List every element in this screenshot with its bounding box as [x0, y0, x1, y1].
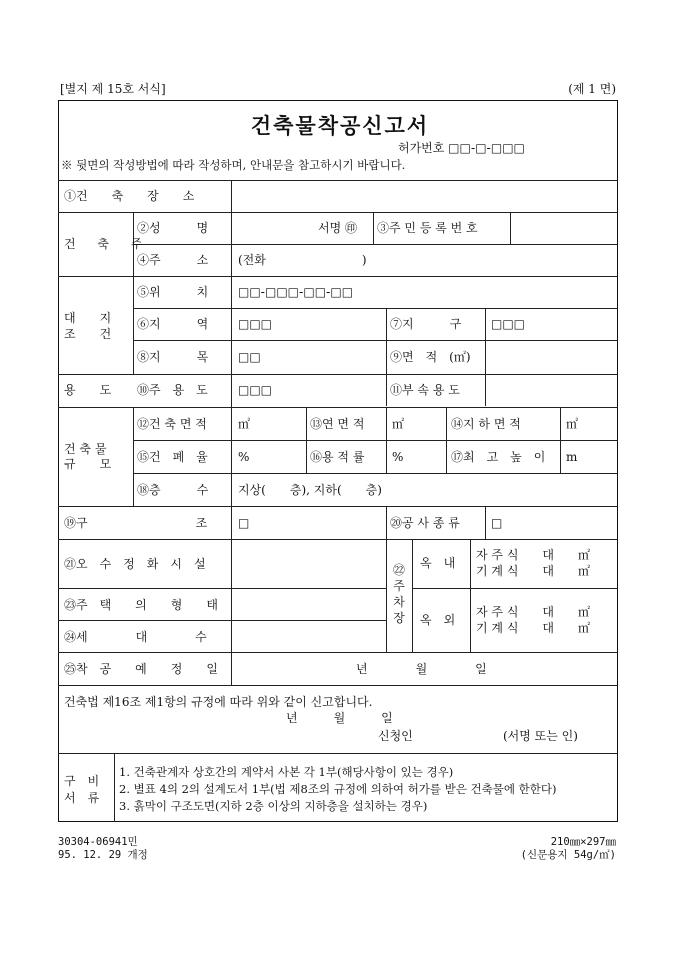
rule [133, 440, 618, 441]
start-date-label: ㉕착 공 예 정 일 [64, 662, 218, 676]
height-unit: m [566, 450, 578, 464]
work-type-label: ⑳공 사 종 류 [390, 516, 460, 530]
declaration-text: 건축법 제16조 제1항의 규정에 따라 위와 같이 신고합니다. [64, 695, 373, 709]
rule [386, 506, 387, 652]
area-label: ⑨면 적 (㎡) [390, 350, 471, 364]
parking-label: ㉒ 주 차 장 [392, 563, 405, 625]
zone-label: ⑥지 역 [137, 317, 209, 331]
main-use-label: ⑩주 용 도 [137, 383, 208, 397]
location-label: ⑤위 치 [137, 285, 209, 299]
documents-label-1: 구 비 [64, 774, 100, 788]
address-label: ④주 소 [137, 253, 209, 267]
indoor-mech-type: 기 계 식 대 ㎡ [476, 564, 590, 578]
address-value: (전화 ) [238, 253, 367, 267]
documents-label-2: 서 류 [64, 791, 100, 805]
district-label: ⑦지 구 [390, 317, 462, 331]
far-unit: % [392, 450, 404, 464]
floor-area-label: ⑬연 면 적 [310, 417, 365, 431]
outdoor-self-type: 자 주 식 대 ㎡ [476, 605, 590, 619]
land-group-label-2: 조 건 [64, 327, 112, 341]
indoor-self-type: 자 주 식 대 ㎡ [476, 548, 590, 562]
rule [446, 407, 447, 473]
scale-group-label-1: 건 축 물 [64, 442, 107, 456]
footer-paper: (신문용지 54g/㎡) [520, 849, 616, 861]
far-label: ⑯용 적 률 [310, 450, 365, 464]
rule [58, 407, 618, 408]
outdoor-mech-type: 기 계 식 대 ㎡ [476, 621, 590, 635]
footer-size: 210㎜×297㎜ [550, 836, 616, 848]
rule [133, 473, 618, 474]
rule [373, 212, 374, 244]
district-value: □□□ [491, 317, 526, 331]
rule [58, 539, 618, 540]
rule [485, 308, 486, 406]
housing-label: ㉓주 택 의 형 태 [64, 598, 218, 612]
rule [412, 539, 413, 652]
rule [510, 212, 511, 244]
sign-mark: 서명 ㊞ [318, 221, 357, 235]
document-item: 2. 별표 4의 2의 설계도서 1부(법 제8조의 규정에 의하여 허가를 받은 건축물에 한한다) [119, 782, 557, 796]
rule [114, 753, 115, 822]
basement-area-label: ⑭지 하 면 적 [451, 417, 521, 431]
rule [133, 340, 618, 341]
main-use-value: □□□ [238, 383, 273, 397]
footer-code: 30304-06941민 [58, 836, 138, 848]
structure-label: ⑲구 조 [64, 516, 208, 530]
rule [58, 212, 618, 213]
location-value: □□-□□□-□□-□□ [238, 285, 354, 299]
document-item: 1. 건축관계자 상호간의 계약서 사본 각 1부(해당사항이 있는 경우) [119, 765, 454, 779]
start-date-value: 년 월 일 [356, 662, 487, 676]
scale-group-label-2: 규 모 [64, 457, 112, 471]
category-value: □□ [238, 350, 261, 364]
rule [133, 244, 618, 245]
floors-label: ⑱층 수 [137, 483, 209, 497]
coverage-unit: % [238, 450, 250, 464]
declaration-date: 년 월 일 [286, 711, 393, 725]
page-label: (제 1 면) [568, 82, 616, 96]
rule [133, 308, 618, 309]
use-group-label: 용 도 [64, 383, 112, 397]
rule [412, 588, 618, 589]
owner-group-label: 건 축 주 [64, 237, 152, 251]
indoor-label: 옥 내 [420, 556, 456, 570]
structure-value: □ [238, 516, 250, 530]
rule [386, 308, 387, 406]
rule [58, 180, 618, 181]
footer-revised: 95. 12. 29 개정 [58, 849, 148, 861]
rule [133, 407, 134, 506]
rule [306, 407, 307, 473]
work-type-value: □ [491, 516, 503, 530]
building-area-unit: ㎡ [238, 417, 251, 431]
building-area-label: ⑫건 축 면 적 [137, 417, 207, 431]
rule [58, 374, 618, 375]
permit-number: 허가번호 □□-□-□□□ [398, 141, 525, 155]
rule [470, 539, 471, 652]
category-label: ⑧지 목 [137, 350, 209, 364]
zone-value: □□□ [238, 317, 273, 331]
notice-text: ※ 뒷면의 작성방법에 따라 작성하며, 안내문을 참고하시기 바랍니다. [61, 158, 406, 172]
sewage-label: ㉑오 수 정 화 시 설 [64, 557, 206, 571]
rule [58, 685, 618, 686]
floor-area-unit: ㎡ [392, 417, 405, 431]
sub-use-label: ⑪부 속 용 도 [390, 383, 460, 397]
coverage-label: ⑮건 폐 율 [137, 450, 208, 464]
floors-value: 지상( 층), 지하( 층) [238, 483, 382, 497]
land-group-label-1: 대 지 [64, 311, 112, 325]
form-title: 건축물착공신고서 [250, 113, 430, 138]
applicant-label: 신청인 [378, 729, 413, 743]
rule [386, 407, 387, 473]
rrn-label: ③주 민 등 록 번 호 [377, 221, 478, 235]
height-label: ⑰최 고 높 이 [451, 450, 546, 464]
name-label: ②성 명 [137, 221, 209, 235]
basement-area-unit: ㎡ [566, 417, 579, 431]
rule [58, 753, 618, 754]
households-label: ㉔세 대 수 [64, 630, 207, 644]
rule [58, 506, 618, 507]
form-id: [별지 제 15호 서식] [60, 82, 166, 96]
site-label: ①건 축 장 소 [64, 189, 195, 203]
rule [560, 407, 561, 473]
rule [58, 276, 618, 277]
applicant-sign: (서명 또는 인) [503, 729, 578, 743]
document-item: 3. 흙막이 구조도면(지하 2층 이상의 지하층을 설치하는 경우) [119, 799, 428, 813]
outdoor-label: 옥 외 [420, 613, 456, 627]
rule [58, 620, 386, 621]
rule [485, 506, 486, 539]
rule [231, 180, 232, 685]
rule [58, 652, 618, 653]
rule [58, 588, 386, 589]
